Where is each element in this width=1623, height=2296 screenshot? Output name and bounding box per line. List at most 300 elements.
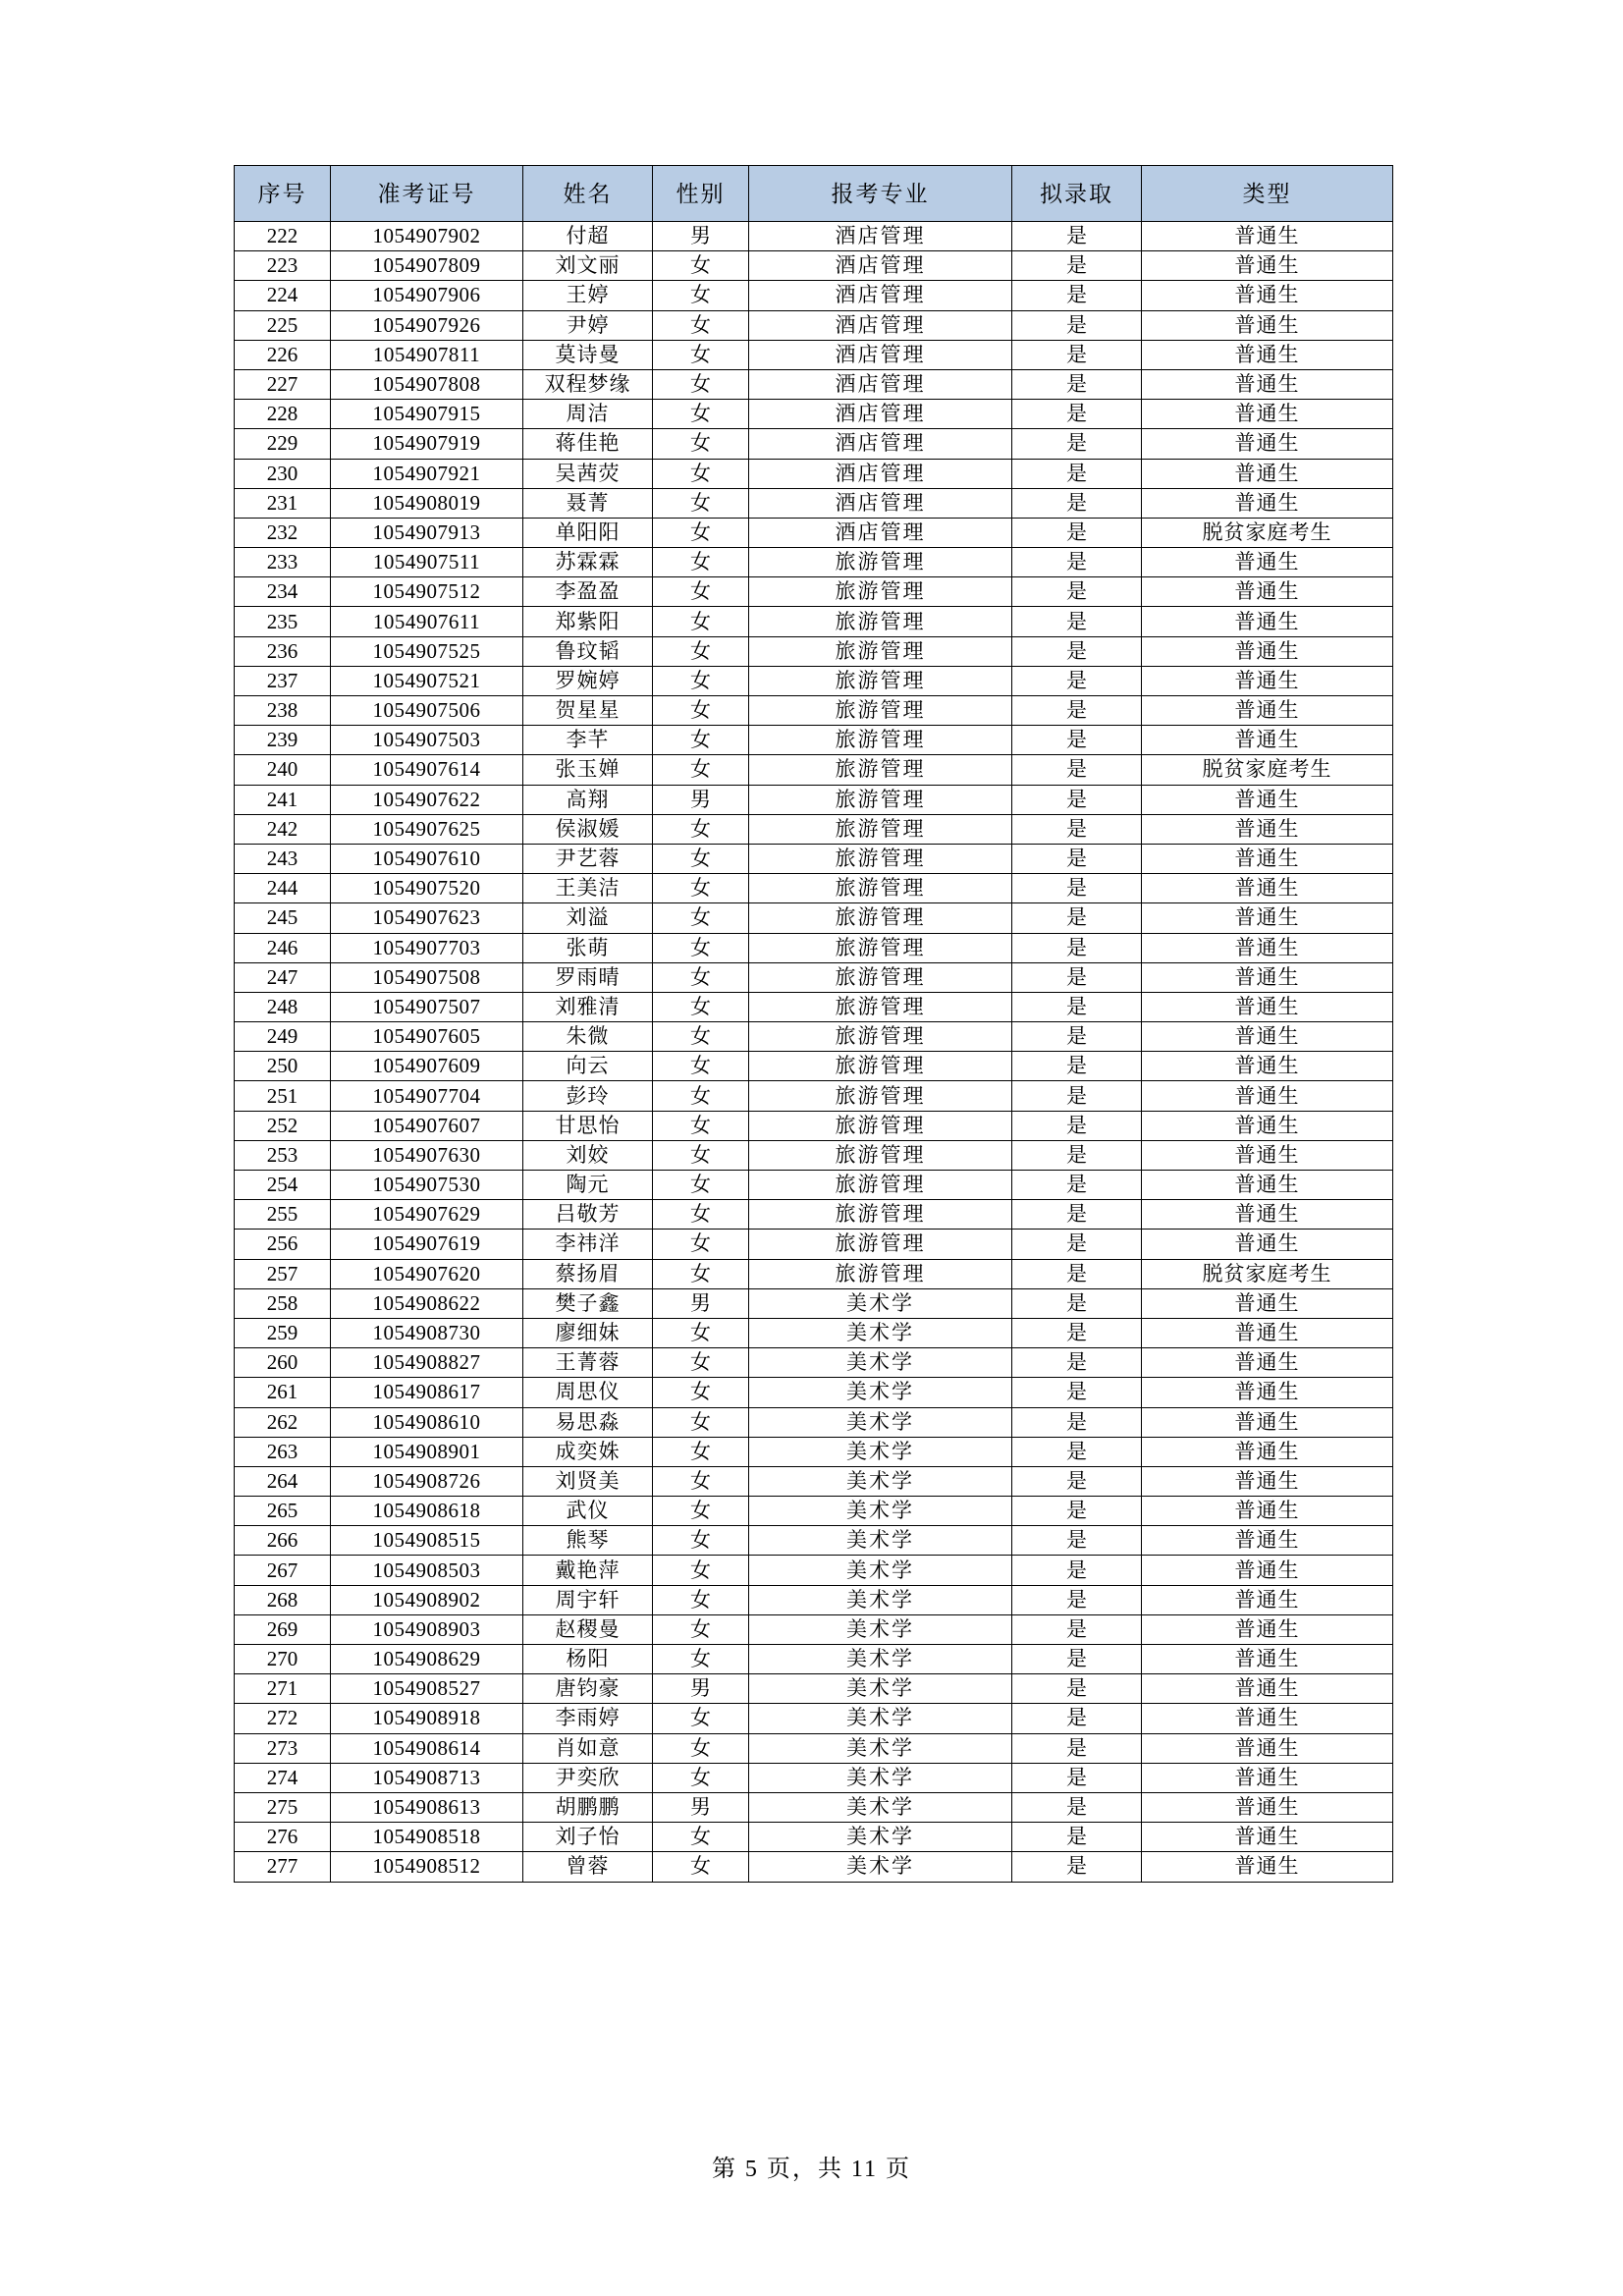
- cell-type: 普通生: [1142, 577, 1393, 607]
- cell-gender: 女: [653, 844, 749, 873]
- cell-type: 普通生: [1142, 933, 1393, 962]
- cell-ticket-number: 1054907704: [331, 1081, 523, 1111]
- cell-admitted: 是: [1012, 607, 1142, 636]
- cell-type: 普通生: [1142, 903, 1393, 933]
- cell-name: 成奕姝: [523, 1437, 653, 1466]
- cell-major: 酒店管理: [749, 518, 1012, 547]
- cell-admitted: 是: [1012, 1674, 1142, 1704]
- cell-index: 269: [235, 1614, 331, 1644]
- cell-type: 普通生: [1142, 636, 1393, 666]
- cell-admitted: 是: [1012, 1852, 1142, 1882]
- column-header-name: 姓名: [523, 166, 653, 222]
- cell-admitted: 是: [1012, 1704, 1142, 1733]
- cell-gender: 女: [653, 1733, 749, 1763]
- cell-admitted: 是: [1012, 1466, 1142, 1496]
- cell-type: 普通生: [1142, 1585, 1393, 1614]
- table-row: [235, 785, 1393, 814]
- cell-name: 贺星星: [523, 696, 653, 726]
- cell-admitted: 是: [1012, 369, 1142, 399]
- table-header-row: [235, 166, 1393, 222]
- table-row: [235, 1466, 1393, 1496]
- cell-type: 普通生: [1142, 607, 1393, 636]
- cell-ticket-number: 1054907915: [331, 400, 523, 429]
- cell-gender: 女: [653, 1823, 749, 1852]
- cell-major: 美术学: [749, 1645, 1012, 1674]
- cell-name: 鲁玟韬: [523, 636, 653, 666]
- table-row: [235, 933, 1393, 962]
- table-row: [235, 1704, 1393, 1733]
- cell-name: 张玉婵: [523, 755, 653, 785]
- cell-index: 273: [235, 1733, 331, 1763]
- cell-gender: 女: [653, 577, 749, 607]
- cell-gender: 女: [653, 1111, 749, 1140]
- cell-major: 旅游管理: [749, 1200, 1012, 1230]
- cell-name: 周宇轩: [523, 1585, 653, 1614]
- cell-name: 刘溢: [523, 903, 653, 933]
- cell-index: 228: [235, 400, 331, 429]
- cell-index: 246: [235, 933, 331, 962]
- cell-major: 酒店管理: [749, 400, 1012, 429]
- table-row: [235, 1140, 1393, 1170]
- cell-gender: 女: [653, 488, 749, 518]
- cell-index: 265: [235, 1497, 331, 1526]
- cell-name: 王菁蓉: [523, 1348, 653, 1378]
- cell-major: 旅游管理: [749, 1230, 1012, 1259]
- cell-gender: 女: [653, 992, 749, 1021]
- cell-index: 267: [235, 1556, 331, 1585]
- cell-admitted: 是: [1012, 1407, 1142, 1437]
- cell-index: 235: [235, 607, 331, 636]
- cell-type: 普通生: [1142, 1407, 1393, 1437]
- cell-major: 美术学: [749, 1733, 1012, 1763]
- table-row: [235, 1763, 1393, 1792]
- cell-ticket-number: 1054907629: [331, 1200, 523, 1230]
- cell-gender: 女: [653, 696, 749, 726]
- cell-ticket-number: 1054908713: [331, 1763, 523, 1792]
- cell-gender: 女: [653, 1526, 749, 1556]
- table-row: [235, 310, 1393, 340]
- cell-major: 旅游管理: [749, 962, 1012, 992]
- table-row: [235, 1259, 1393, 1288]
- cell-index: 263: [235, 1437, 331, 1466]
- cell-index: 252: [235, 1111, 331, 1140]
- cell-index: 244: [235, 874, 331, 903]
- cell-gender: 女: [653, 1140, 749, 1170]
- cell-gender: 女: [653, 1081, 749, 1111]
- cell-ticket-number: 1054908613: [331, 1792, 523, 1822]
- cell-gender: 女: [653, 636, 749, 666]
- cell-type: 普通生: [1142, 1111, 1393, 1140]
- cell-ticket-number: 1054908827: [331, 1348, 523, 1378]
- cell-admitted: 是: [1012, 844, 1142, 873]
- table-row: [235, 251, 1393, 281]
- cell-ticket-number: 1054907625: [331, 814, 523, 844]
- cell-index: 227: [235, 369, 331, 399]
- cell-index: 268: [235, 1585, 331, 1614]
- table-row: [235, 1823, 1393, 1852]
- cell-ticket-number: 1054907530: [331, 1171, 523, 1200]
- cell-type: 普通生: [1142, 400, 1393, 429]
- cell-major: 美术学: [749, 1585, 1012, 1614]
- cell-name: 彭玲: [523, 1081, 653, 1111]
- cell-gender: 女: [653, 1556, 749, 1585]
- cell-admitted: 是: [1012, 340, 1142, 369]
- cell-gender: 女: [653, 1348, 749, 1378]
- table-row: [235, 755, 1393, 785]
- cell-gender: 女: [653, 1614, 749, 1644]
- cell-admitted: 是: [1012, 251, 1142, 281]
- cell-major: 旅游管理: [749, 1022, 1012, 1052]
- table-row: [235, 429, 1393, 459]
- cell-name: 周思仪: [523, 1378, 653, 1407]
- cell-gender: 女: [653, 251, 749, 281]
- cell-gender: 女: [653, 1466, 749, 1496]
- cell-major: 旅游管理: [749, 726, 1012, 755]
- cell-admitted: 是: [1012, 1378, 1142, 1407]
- cell-type: 普通生: [1142, 1140, 1393, 1170]
- cell-admitted: 是: [1012, 488, 1142, 518]
- cell-major: 旅游管理: [749, 933, 1012, 962]
- table-row: [235, 548, 1393, 577]
- cell-index: 262: [235, 1407, 331, 1437]
- cell-major: 旅游管理: [749, 636, 1012, 666]
- table-row: [235, 1497, 1393, 1526]
- cell-name: 曾蓉: [523, 1852, 653, 1882]
- cell-ticket-number: 1054908618: [331, 1497, 523, 1526]
- cell-major: 美术学: [749, 1378, 1012, 1407]
- table-row: [235, 1378, 1393, 1407]
- cell-index: 231: [235, 488, 331, 518]
- cell-admitted: 是: [1012, 1585, 1142, 1614]
- cell-type: 普通生: [1142, 1792, 1393, 1822]
- cell-major: 酒店管理: [749, 281, 1012, 310]
- cell-gender: 女: [653, 518, 749, 547]
- cell-major: 旅游管理: [749, 1140, 1012, 1170]
- cell-admitted: 是: [1012, 903, 1142, 933]
- cell-type: 普通生: [1142, 844, 1393, 873]
- cell-major: 旅游管理: [749, 1171, 1012, 1200]
- cell-type: 普通生: [1142, 1378, 1393, 1407]
- cell-ticket-number: 1054907623: [331, 903, 523, 933]
- table-row: [235, 1614, 1393, 1644]
- cell-index: 240: [235, 755, 331, 785]
- cell-gender: 女: [653, 1318, 749, 1347]
- cell-admitted: 是: [1012, 1111, 1142, 1140]
- cell-ticket-number: 1054908730: [331, 1318, 523, 1347]
- cell-ticket-number: 1054908503: [331, 1556, 523, 1585]
- cell-major: 旅游管理: [749, 992, 1012, 1021]
- cell-type: 普通生: [1142, 1497, 1393, 1526]
- cell-type: 普通生: [1142, 340, 1393, 369]
- table-row: [235, 607, 1393, 636]
- table-row: [235, 1200, 1393, 1230]
- cell-ticket-number: 1054907906: [331, 281, 523, 310]
- cell-ticket-number: 1054907919: [331, 429, 523, 459]
- cell-name: 武仪: [523, 1497, 653, 1526]
- cell-gender: 女: [653, 874, 749, 903]
- cell-name: 聂菁: [523, 488, 653, 518]
- cell-major: 美术学: [749, 1852, 1012, 1882]
- cell-index: 223: [235, 251, 331, 281]
- cell-name: 易思淼: [523, 1407, 653, 1437]
- cell-type: 普通生: [1142, 785, 1393, 814]
- cell-type: 普通生: [1142, 429, 1393, 459]
- cell-index: 270: [235, 1645, 331, 1674]
- cell-index: 277: [235, 1852, 331, 1882]
- cell-type: 普通生: [1142, 369, 1393, 399]
- cell-index: 226: [235, 340, 331, 369]
- cell-ticket-number: 1054908610: [331, 1407, 523, 1437]
- cell-ticket-number: 1054907630: [331, 1140, 523, 1170]
- cell-name: 吕敬芳: [523, 1200, 653, 1230]
- table-body: [235, 222, 1393, 1883]
- table-row: [235, 1645, 1393, 1674]
- cell-ticket-number: 1054907811: [331, 340, 523, 369]
- cell-ticket-number: 1054908019: [331, 488, 523, 518]
- cell-type: 普通生: [1142, 992, 1393, 1021]
- cell-index: 225: [235, 310, 331, 340]
- table-row: [235, 1230, 1393, 1259]
- cell-type: 脱贫家庭考生: [1142, 755, 1393, 785]
- table-row: [235, 577, 1393, 607]
- cell-name: 周洁: [523, 400, 653, 429]
- cell-index: 242: [235, 814, 331, 844]
- cell-admitted: 是: [1012, 1318, 1142, 1347]
- cell-name: 侯淑媛: [523, 814, 653, 844]
- cell-major: 美术学: [749, 1704, 1012, 1733]
- cell-index: 248: [235, 992, 331, 1021]
- cell-admitted: 是: [1012, 874, 1142, 903]
- cell-index: 253: [235, 1140, 331, 1170]
- cell-major: 美术学: [749, 1437, 1012, 1466]
- cell-major: 美术学: [749, 1348, 1012, 1378]
- cell-ticket-number: 1054907619: [331, 1230, 523, 1259]
- cell-admitted: 是: [1012, 1526, 1142, 1556]
- cell-type: 普通生: [1142, 874, 1393, 903]
- cell-type: 普通生: [1142, 1288, 1393, 1318]
- cell-admitted: 是: [1012, 1348, 1142, 1378]
- cell-type: 普通生: [1142, 1022, 1393, 1052]
- cell-name: 刘贤美: [523, 1466, 653, 1496]
- cell-gender: 男: [653, 785, 749, 814]
- cell-admitted: 是: [1012, 1614, 1142, 1644]
- cell-major: 旅游管理: [749, 577, 1012, 607]
- cell-name: 罗雨晴: [523, 962, 653, 992]
- cell-index: 257: [235, 1259, 331, 1288]
- table-row: [235, 1348, 1393, 1378]
- cell-ticket-number: 1054907503: [331, 726, 523, 755]
- cell-type: 普通生: [1142, 488, 1393, 518]
- cell-admitted: 是: [1012, 1437, 1142, 1466]
- cell-major: 旅游管理: [749, 607, 1012, 636]
- cell-major: 旅游管理: [749, 548, 1012, 577]
- cell-gender: 女: [653, 1200, 749, 1230]
- cell-major: 美术学: [749, 1288, 1012, 1318]
- cell-gender: 女: [653, 1259, 749, 1288]
- cell-name: 莫诗曼: [523, 340, 653, 369]
- cell-major: 旅游管理: [749, 666, 1012, 695]
- cell-name: 郑紫阳: [523, 607, 653, 636]
- cell-major: 酒店管理: [749, 340, 1012, 369]
- cell-name: 杨阳: [523, 1645, 653, 1674]
- table-row: [235, 222, 1393, 251]
- cell-gender: 女: [653, 459, 749, 488]
- cell-admitted: 是: [1012, 696, 1142, 726]
- cell-admitted: 是: [1012, 1081, 1142, 1111]
- cell-name: 单阳阳: [523, 518, 653, 547]
- cell-gender: 女: [653, 1022, 749, 1052]
- cell-admitted: 是: [1012, 1052, 1142, 1081]
- cell-type: 普通生: [1142, 1318, 1393, 1347]
- cell-admitted: 是: [1012, 518, 1142, 547]
- cell-ticket-number: 1054908622: [331, 1288, 523, 1318]
- cell-ticket-number: 1054908629: [331, 1645, 523, 1674]
- cell-type: 普通生: [1142, 222, 1393, 251]
- cell-type: 普通生: [1142, 1704, 1393, 1733]
- cell-ticket-number: 1054908527: [331, 1674, 523, 1704]
- cell-gender: 女: [653, 1378, 749, 1407]
- cell-admitted: 是: [1012, 1022, 1142, 1052]
- cell-admitted: 是: [1012, 1645, 1142, 1674]
- cell-name: 双程梦缘: [523, 369, 653, 399]
- cell-gender: 女: [653, 607, 749, 636]
- cell-type: 普通生: [1142, 1733, 1393, 1763]
- table-row: [235, 340, 1393, 369]
- cell-name: 刘子怡: [523, 1823, 653, 1852]
- cell-ticket-number: 1054907610: [331, 844, 523, 873]
- column-header-major: 报考专业: [749, 166, 1012, 222]
- cell-index: 274: [235, 1763, 331, 1792]
- cell-ticket-number: 1054907611: [331, 607, 523, 636]
- cell-admitted: 是: [1012, 636, 1142, 666]
- cell-major: 美术学: [749, 1823, 1012, 1852]
- cell-index: 264: [235, 1466, 331, 1496]
- cell-name: 刘姣: [523, 1140, 653, 1170]
- cell-gender: 女: [653, 903, 749, 933]
- table-row: [235, 696, 1393, 726]
- table-row: [235, 844, 1393, 873]
- cell-type: 普通生: [1142, 1614, 1393, 1644]
- cell-name: 樊子鑫: [523, 1288, 653, 1318]
- cell-index: 238: [235, 696, 331, 726]
- cell-name: 廖细妹: [523, 1318, 653, 1347]
- table-row: [235, 726, 1393, 755]
- cell-major: 美术学: [749, 1792, 1012, 1822]
- table-row: [235, 1674, 1393, 1704]
- cell-ticket-number: 1054907902: [331, 222, 523, 251]
- cell-major: 旅游管理: [749, 696, 1012, 726]
- cell-admitted: 是: [1012, 222, 1142, 251]
- table-row: [235, 1733, 1393, 1763]
- cell-admitted: 是: [1012, 1230, 1142, 1259]
- cell-admitted: 是: [1012, 400, 1142, 429]
- cell-index: 256: [235, 1230, 331, 1259]
- cell-ticket-number: 1054907512: [331, 577, 523, 607]
- table-row: [235, 903, 1393, 933]
- table-row: [235, 962, 1393, 992]
- cell-gender: 男: [653, 222, 749, 251]
- cell-major: 美术学: [749, 1318, 1012, 1347]
- cell-name: 李芊: [523, 726, 653, 755]
- cell-gender: 男: [653, 1792, 749, 1822]
- cell-major: 旅游管理: [749, 785, 1012, 814]
- cell-ticket-number: 1054907507: [331, 992, 523, 1021]
- table-row: [235, 1171, 1393, 1200]
- table-row: [235, 369, 1393, 399]
- table-row: [235, 992, 1393, 1021]
- cell-ticket-number: 1054907703: [331, 933, 523, 962]
- cell-type: 脱贫家庭考生: [1142, 518, 1393, 547]
- cell-type: 普通生: [1142, 666, 1393, 695]
- cell-major: 旅游管理: [749, 1259, 1012, 1288]
- cell-major: 美术学: [749, 1497, 1012, 1526]
- cell-ticket-number: 1054907506: [331, 696, 523, 726]
- cell-major: 美术学: [749, 1407, 1012, 1437]
- cell-name: 李雨婷: [523, 1704, 653, 1733]
- cell-index: 271: [235, 1674, 331, 1704]
- table-header: [235, 166, 1393, 222]
- cell-admitted: 是: [1012, 933, 1142, 962]
- cell-gender: 女: [653, 726, 749, 755]
- cell-name: 罗婉婷: [523, 666, 653, 695]
- cell-gender: 女: [653, 1704, 749, 1733]
- cell-gender: 女: [653, 369, 749, 399]
- cell-major: 酒店管理: [749, 222, 1012, 251]
- cell-admitted: 是: [1012, 666, 1142, 695]
- cell-admitted: 是: [1012, 1556, 1142, 1585]
- cell-gender: 女: [653, 962, 749, 992]
- cell-type: 普通生: [1142, 1556, 1393, 1585]
- cell-admitted: 是: [1012, 1171, 1142, 1200]
- table-row: [235, 1081, 1393, 1111]
- cell-name: 甘思怡: [523, 1111, 653, 1140]
- cell-gender: 女: [653, 1852, 749, 1882]
- cell-name: 赵稷曼: [523, 1614, 653, 1644]
- cell-admitted: 是: [1012, 1497, 1142, 1526]
- cell-gender: 女: [653, 1171, 749, 1200]
- cell-major: 美术学: [749, 1466, 1012, 1496]
- cell-index: 224: [235, 281, 331, 310]
- cell-name: 蒋佳艳: [523, 429, 653, 459]
- cell-gender: 男: [653, 1674, 749, 1704]
- cell-ticket-number: 1054907525: [331, 636, 523, 666]
- cell-index: 261: [235, 1378, 331, 1407]
- cell-gender: 女: [653, 400, 749, 429]
- cell-admitted: 是: [1012, 962, 1142, 992]
- cell-index: 233: [235, 548, 331, 577]
- cell-admitted: 是: [1012, 459, 1142, 488]
- cell-name: 尹奕欣: [523, 1763, 653, 1792]
- cell-gender: 女: [653, 933, 749, 962]
- cell-ticket-number: 1054907808: [331, 369, 523, 399]
- cell-type: 普通生: [1142, 1526, 1393, 1556]
- cell-gender: 女: [653, 340, 749, 369]
- column-header-admitted: 拟录取: [1012, 166, 1142, 222]
- column-header-type: 类型: [1142, 166, 1393, 222]
- table-row: [235, 1052, 1393, 1081]
- cell-ticket-number: 1054908918: [331, 1704, 523, 1733]
- cell-index: 237: [235, 666, 331, 695]
- cell-type: 普通生: [1142, 1171, 1393, 1200]
- cell-major: 美术学: [749, 1526, 1012, 1556]
- cell-gender: 女: [653, 1497, 749, 1526]
- cell-index: 234: [235, 577, 331, 607]
- cell-index: 258: [235, 1288, 331, 1318]
- cell-type: 普通生: [1142, 1200, 1393, 1230]
- cell-admitted: 是: [1012, 755, 1142, 785]
- cell-major: 旅游管理: [749, 1111, 1012, 1140]
- cell-type: 普通生: [1142, 1466, 1393, 1496]
